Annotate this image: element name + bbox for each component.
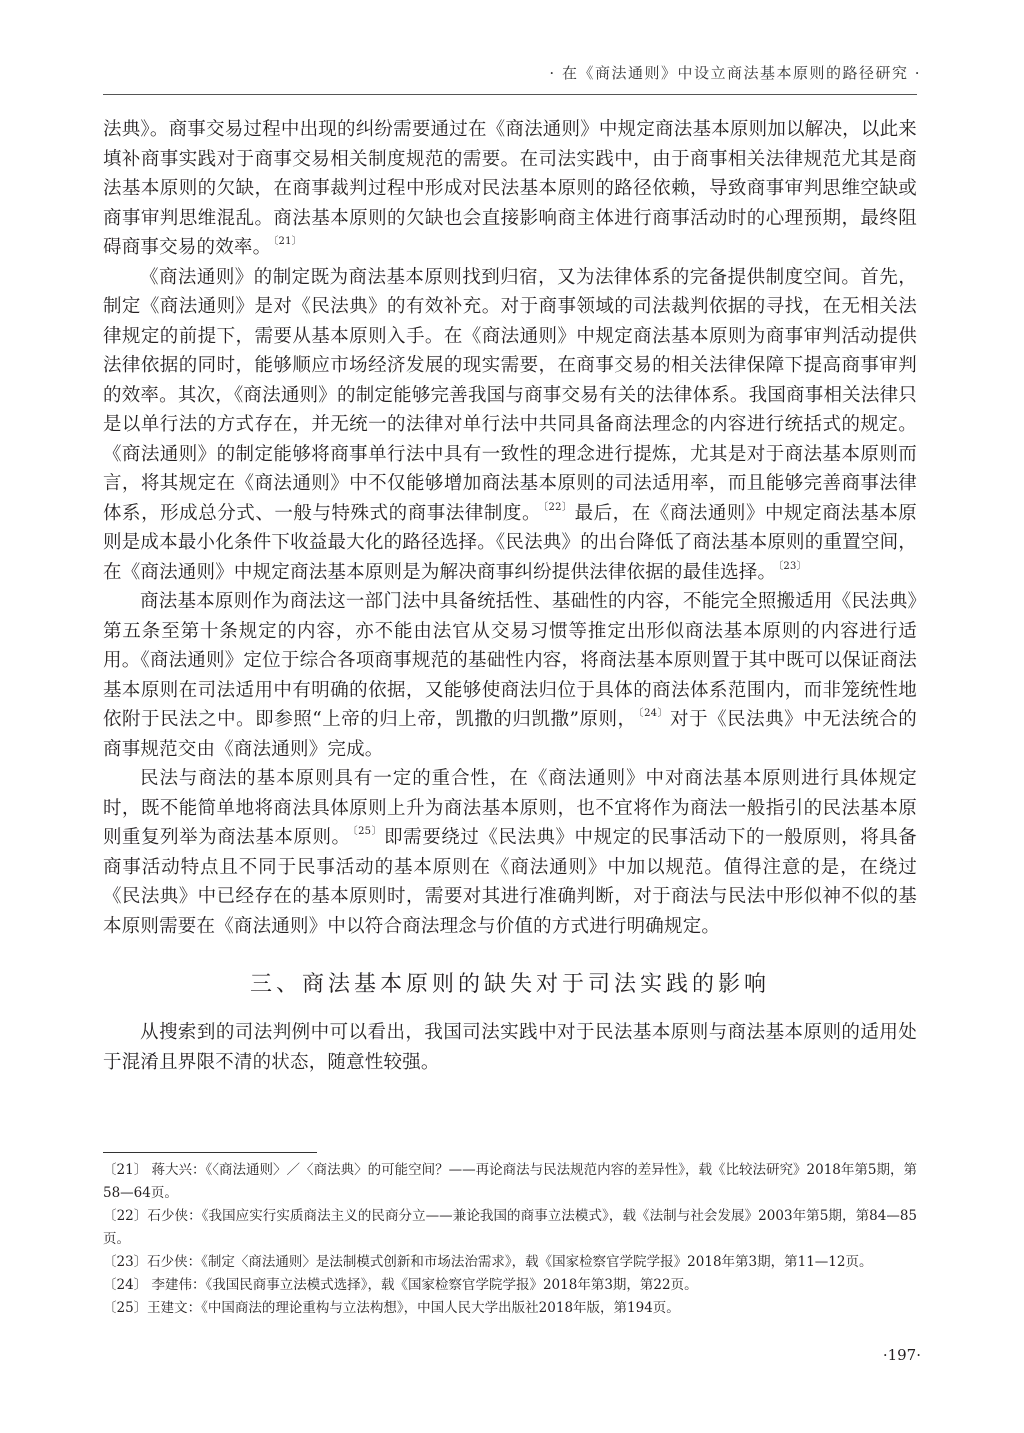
footnote: 〔25〕王建文：《中国商法的理论重构与立法构想》，中国人民大学出版社2018年版，第194页。 xyxy=(103,1300,680,1316)
paragraph-text: 商法基本原则作为商法这一部门法中具备统括性、基础性的内容，不能完全照搬适用《民法典》第五条至第十条规定的内容，亦不能由法官从交易习惯等推定出形似商法基本原则的内容进行适用。《商法通则》定位于综合各项商事规范的基础性内容，将商法基本原则置于其中既可以保证商法基本原则在司法适用中有明确的依据，又能够使商法归位于具体的商法体系范围内，而非笼统性地依附于民法之中。即参照“上帝的归上帝，凯撒的归凯撒”原则， xyxy=(103,591,917,730)
paragraph xyxy=(103,764,917,941)
section-heading: 三、商法基本原则的缺失对于司法实践的影响 xyxy=(249,972,770,997)
body-text xyxy=(103,115,917,1077)
footnote: 〔21〕 蒋大兴：《〈商法通则〉／〈商法典〉的可能空间？——再论商法与民法规范内容的差异性》，载《比较法研究》2018年第5期，第58—64页。 xyxy=(103,1162,917,1201)
paragraph xyxy=(103,587,917,764)
footnote: 〔24〕 李建伟：《我国民商事立法模式选择》，载《国家检察官学院学报》2018年第3期，第22页。 xyxy=(103,1277,698,1293)
paragraph-text: 《商法通则》的制定既为商法基本原则找到归宿，又为法律体系的完备提供制度空间。首先，制定《商法通则》是对《民法典》的有效补充。对于商事领域的司法裁判依据的寻找，在无相关法律规定的前提下，需要从基本原则入手。在《商法通则》中规定商法基本原则为商事审判活动提供法律依据的同时，能够顺应市场经济发展的现实需要，在商事交易的相关法律保障下提高商事审判的效率。其次，《商法通则》的制定能够完善我国与商事交易有关的法律体系。我国商事相关法律只是以单行法的方式存在，并无统一的法律对单行法中共同具备商法理念的内容进行统括式的规定。《商法通则》的制定能够将商事单行法中具有一致性的理念进行提炼，尤其是对于商法基本原则而言，将其规定在《商法通则》中不仅能够增加商法基本原则的司法适用率，而且能够完善商事法律体系，形成总分式、一般与特殊式的商事法律制度。 xyxy=(103,266,917,524)
paragraph xyxy=(103,115,917,263)
paragraph-text: 对于《民法典》中无法统合的商事规范交由《商法通则》完成。 xyxy=(103,709,918,760)
page-number: ·197· xyxy=(882,1346,921,1364)
footnote-ref: 〔24〕 xyxy=(638,708,669,719)
footnote-rule xyxy=(103,1152,317,1153)
closing-paragraph: 从搜索到的司法判例中可以看出，我国司法实践中对于民法基本原则与商法基本原则的适用处于混淆且界限不清的状态，随意性较强。 xyxy=(103,1022,917,1073)
paragraph xyxy=(103,263,917,588)
footnote: 〔22〕石少侠：《我国应实行实质商法主义的民商分立——兼论我国的商事立法模式》，载《法制与社会发展》2003年第5期，第84—85页。 xyxy=(103,1208,917,1247)
footnote: 〔23〕石少侠：《制定〈商法通则〉是法制模式创新和市场法治需求》，载《国家检察官学院学报》2018年第3期，第11—12页。 xyxy=(103,1254,873,1270)
paragraph-text: 民法与商法的基本原则具有一定的重合性，在《商法通则》中对商法基本原则进行具体规定时，既不能简单地将商法具体原则上升为商法基本原则，也不宜将作为商法一般指引的民法基本原则重复列举为商法基本原则。 xyxy=(103,768,917,848)
paragraph-text: 即需要绕过《民法典》中规定的民事活动下的一般原则，将具备商事活动特点且不同于民事活动的基本原则在《商法通则》中加以规范。值得注意的是，在绕过《民法典》中已经存在的基本原则时，需要对其进行准确判断，对于商法与民法中形似神不似的基本原则需要在《商法通则》中以符合商法理念与价值的方式进行明确规定。 xyxy=(103,827,917,937)
footnote-ref: 〔23〕 xyxy=(778,560,807,572)
running-title: · 在《商法通则》中设立商法基本原则的路径研究 · xyxy=(549,64,921,82)
paragraph-text: 法典》。商事交易过程中出现的纠纷需要通过在《商法通则》中规定商法基本原则加以解决，以此来填补商事实践对于商事交易相关制度规范的需要。在司法实践中，由于商事相关法律规范尤其是商法基本原则的欠缺，在商事裁判过程中形成对民法基本原则的路径依赖，导致商事审判思维空缺或商事审判思维混乱。商法基本原则的欠缺也会直接影响商主体进行商事活动时的心理预期，最终阻碍商事交易的效率。 xyxy=(103,119,917,258)
footnote-ref: 〔21〕 xyxy=(273,236,302,247)
footnote-ref: 〔25〕 xyxy=(352,826,383,837)
paragraph-text: 最后，在《商法通则》中规定商法基本原则是成本最小化条件下收益最大化的路径选择。《民法典》的出台降低了商法基本原则的重置空间，在《商法通则》中规定商法基本原则是为解决商事纠纷提供法律依据的最佳选择。 xyxy=(103,502,917,583)
header-rule xyxy=(103,94,917,95)
footnotes xyxy=(103,1159,917,1320)
footnote-ref: 〔22〕 xyxy=(543,501,573,513)
